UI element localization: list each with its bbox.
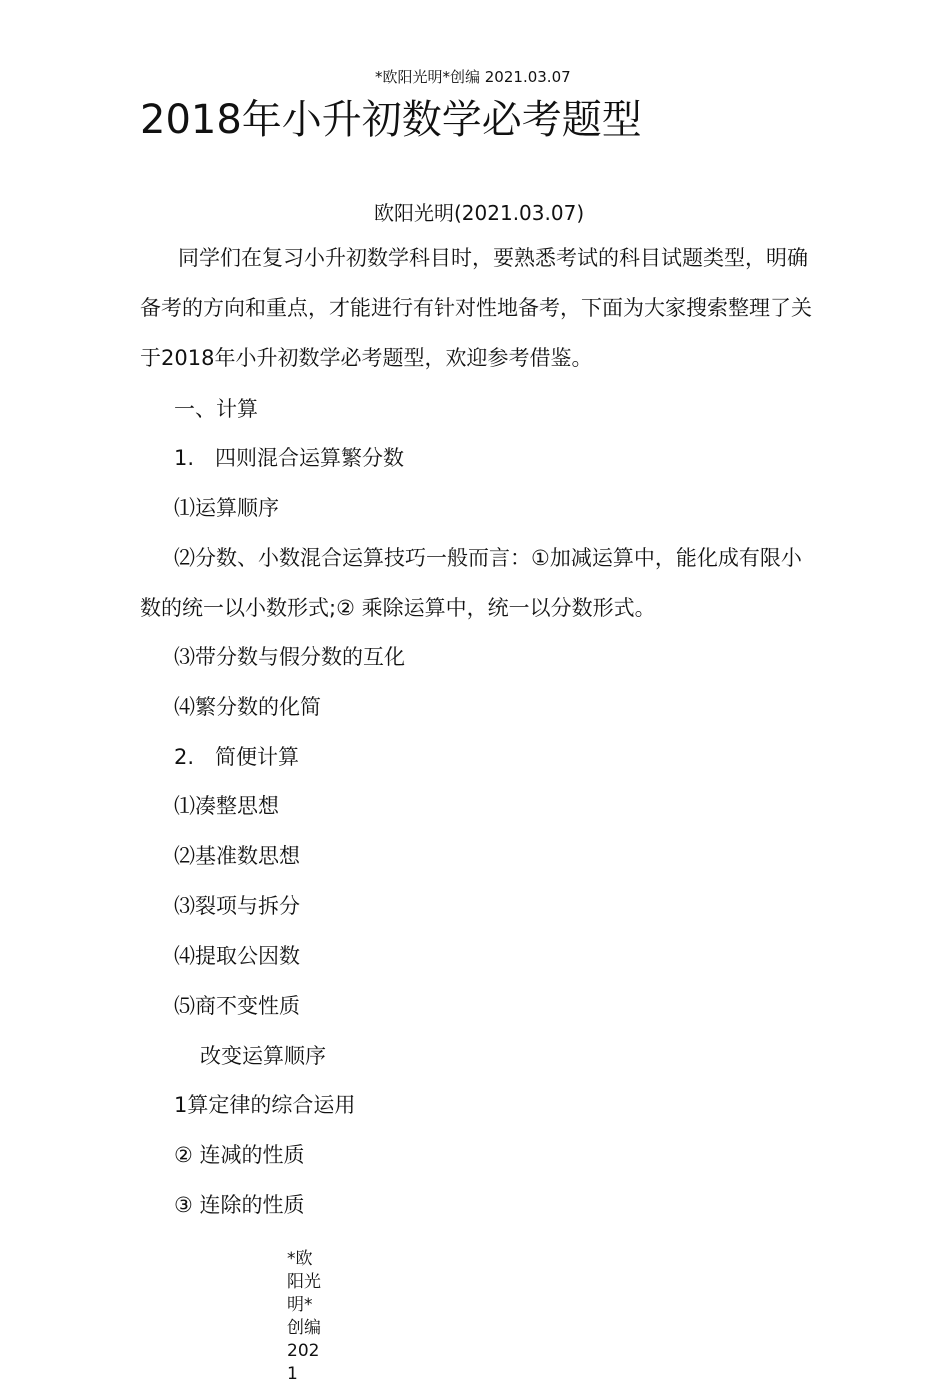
list-item: ⑷繁分数的化简 bbox=[174, 695, 321, 719]
list-item: ③ 连除的性质 bbox=[174, 1193, 305, 1217]
intro-paragraph: 同学们在复习小升初数学科目时，要熟悉考试的科目试题类型，明确备考的方向和重点，才能进行有针对性地备考，下面为大家搜索整理了关于2018年小升初数学必考题型，欢迎参考借鉴。 bbox=[140, 246, 812, 370]
list-item: ⑵基准数思想 bbox=[174, 844, 300, 868]
list-item: 1. 四则混合运算繁分数 bbox=[174, 446, 405, 470]
list-item: ⑷提取公因数 bbox=[174, 944, 300, 968]
header-note: *欧阳光明*创编 2021.03.07 bbox=[375, 68, 571, 86]
document-title: 2018年小升初数学必考题型 bbox=[140, 97, 642, 143]
author-line: 欧阳光明(2021.03.07) bbox=[374, 201, 585, 225]
list-item: 1算定律的综合运用 bbox=[174, 1093, 356, 1117]
list-item: ⑵分数、小数混合运算技巧一般而言：①加减运算中，能化成有限小数的统一以小数形式;② 乘除运算中，统一以分数形式。 bbox=[140, 546, 802, 620]
list-item: ⑶带分数与假分数的互化 bbox=[174, 645, 405, 669]
list-item: 2. 简便计算 bbox=[174, 745, 300, 769]
list-item: ⑴运算顺序 bbox=[174, 496, 279, 520]
list-item: ⑴凑整思想 bbox=[174, 794, 279, 818]
list-item: ⑸商不变性质 bbox=[174, 994, 300, 1018]
list-item: ② 连减的性质 bbox=[174, 1143, 305, 1167]
footer-note: *欧阳光明*创编 2021 bbox=[287, 1249, 321, 1384]
list-item: ⑶裂项与拆分 bbox=[174, 894, 300, 918]
list-item: 改变运算顺序 bbox=[200, 1044, 326, 1068]
section-heading-calculation: 一、计算 bbox=[174, 397, 258, 421]
